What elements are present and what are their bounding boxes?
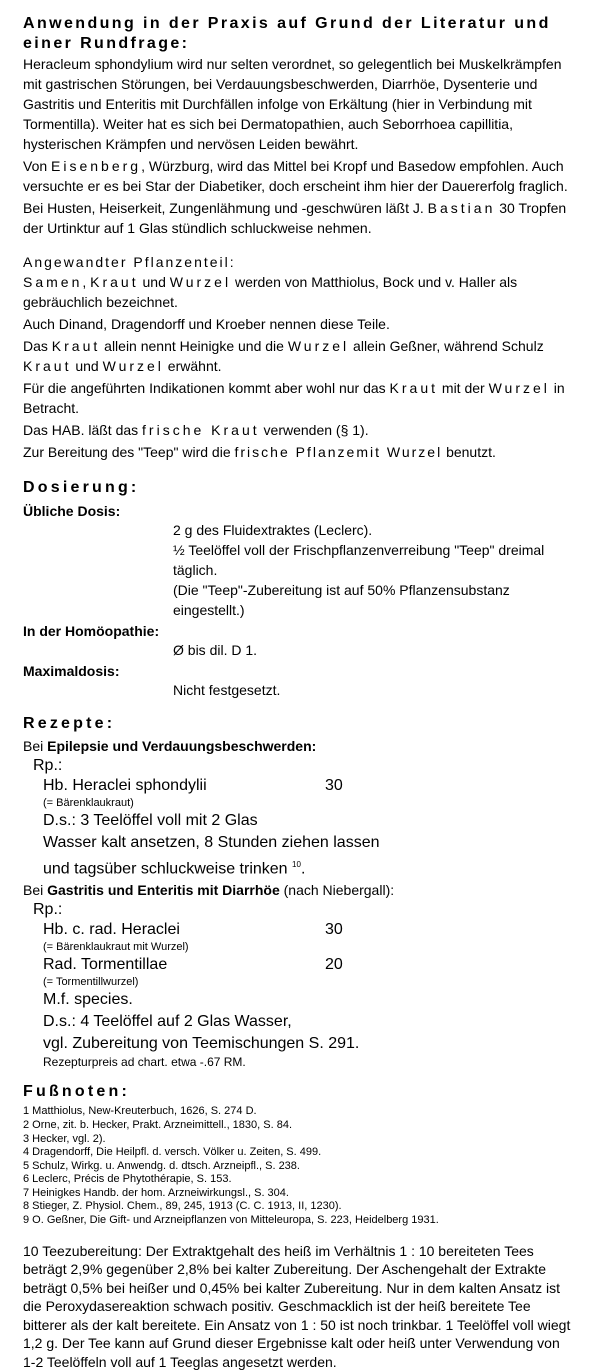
footnote-item: 4 Dragendorff, Die Heilpfl. d. versch. Völker u. Zeiten, S. 499. <box>23 1146 322 1159</box>
praxis-paragraph-2: Von Eisenberg, Würzburg, wird das Mittel bei Kropf und Basedow empfohlen. Auch versuchte er es bei Star der Diabetiker, doch erscheint ihm hier der Dauererfolg fraglich. <box>23 158 568 194</box>
label-maximaldosis: Maximaldosis: <box>23 663 120 679</box>
author-eisenberg: Eisenberg <box>51 158 142 174</box>
rezept-2-mf: M.f. species. <box>43 991 133 1009</box>
rezept-1-ingredient <box>23 775 571 797</box>
rezept-2-ingredient-1: Hb. c. rad. Heraclei 30 <box>43 921 343 939</box>
footnote-item: 9 O. Geßner, Die Gift- und Arzneipflanzen von Mitteleuropa, S. 223, Heidelberg 1931. <box>23 1214 439 1227</box>
rezepte-heading: Rezepte: <box>23 715 116 732</box>
praxis-paragraph-3: Bei Husten, Heiserkeit, Zungenlähmung und -geschwüren läßt J. Bastian 30 Tropfen der Urtinktur auf 1 Glas stündlich schluckweise nehmen. <box>23 200 567 236</box>
rezept-2-ingredient-2: Rad. Tormentillae 20 <box>43 956 343 974</box>
rezept-1-note: (= Bärenklaukraut) <box>43 797 134 809</box>
pflanzenteil-paragraph-6: Zur Bereitung des "Teep" wird die frische Pflanzemit Wurzel benutzt. <box>23 444 496 460</box>
footnote-item: 6 Leclerc, Précis de Phytothérapie, S. 153. <box>23 1173 232 1186</box>
footnote-item: 1 Matthiolus, New-Kreuterbuch, 1626, S. 274 D. <box>23 1105 257 1118</box>
rezept-2-intro: Bei Gastritis und Enteritis mit Diarrhöe (nach Niebergall): <box>23 882 395 899</box>
rezept-2-note-1: (= Bärenklaukraut mit Wurzel) <box>43 941 189 954</box>
rezept-2-rp: Rp.: <box>33 901 63 919</box>
rezept-1-rp: Rp.: <box>33 757 63 774</box>
footnote-list <box>23 1105 571 1227</box>
rezept-1-ds-2: Wasser kalt ansetzen, 8 Stunden ziehen lassen <box>43 834 380 851</box>
rezept-2-ds-1: D.s.: 4 Teelöffel auf 2 Glas Wasser, <box>43 1013 292 1031</box>
label-ubliche-dosis: Übliche Dosis: <box>23 503 121 519</box>
author-bastian: Bastian <box>427 200 496 216</box>
rezept-2-ds-2: vgl. Zubereitung von Teemischungen S. 291. <box>43 1035 360 1053</box>
pflanzenteil-heading: Angewandter Pflanzenteil: <box>23 254 236 270</box>
pflanzenteil-paragraph-5: Das HAB. läßt das frische Kraut verwenden (§ 1). <box>23 422 369 438</box>
footnote-item: 2 Orne, zit. b. Hecker, Prakt. Arzneimittell., 1830, S. 84. <box>23 1118 293 1131</box>
rezept-2-price: Rezepturpreis ad chart. etwa -.67 RM. <box>43 1055 246 1070</box>
ubliche-dosis-line-3: (Die "Teep"-Zubereitung ist auf 50% Pflanzensubstanz eingestellt.) <box>173 582 510 618</box>
label-homoeopathie: In der Homöopathie: <box>23 623 160 639</box>
footnote-item: 3 Hecker, vgl. 2). <box>23 1132 106 1145</box>
footnote-ref-10: 10 <box>292 860 301 869</box>
pflanzenteil-paragraph-3: Das Kraut allein nennt Heinigke und die Wurzel allein Geßner, während Schulz Kraut und Wurzel erwähnt. <box>23 338 544 374</box>
rezept-1-ds-3: und tagsüber schluckweise trinken $^{10}$. <box>43 860 306 878</box>
pflanzenteil-paragraph-2: Auch Dinand, Dragendorff und Kroeber nennen diese Teile. <box>23 316 390 332</box>
homoeopathie-value: Ø bis dil. D 1. <box>173 642 258 658</box>
ubliche-dosis-block <box>23 520 571 620</box>
dosierung-heading: Dosierung: <box>23 479 140 496</box>
maximaldosis-value: Nicht festgesetzt. <box>173 682 281 698</box>
rezept-2-note-2: (= Tormentillwurzel) <box>43 976 139 989</box>
rezept-1-intro: Bei Epilepsie und Verdauungsbeschwerden: <box>23 738 317 754</box>
praxis-paragraph-1: Heracleum sphondylium wird nur selten verordnet, so gelegentlich bei Muskelkrämpfen mit gastrischen Störungen, bei Verdauungsbeschwerden, Diarrhöe, Dysenterie und Gastritis und Enteritis mit Durchfällen infolge von Erkältung (hier in Verbindung mit Tormentilla). Weiter hat es sich bei Dermatopathien, auch Seborrhoea capillitia, hysterischen Krämpfen und nervösen Leiden bewährt. <box>23 56 562 152</box>
footnote-10-text: 10 Teezubereitung: Der Extraktgehalt des heiß im Verhältnis 1 : 10 bereiteten Tees beträgt 2,9% gegenüber 2,8% bei kalter Zubereitung. Der Aschengehalt der Extrakte beträgt 0,5% bei heißer und 0,45% bei kalter Zubereitung. Nur in dem kalten Ansatz ist die Peroxydasereaktion schwach positiv. Geschmacklich ist der heiß bereitete Tee bitterer als der kalt bereitete. Ein Ansatz von 1 : 50 ist noch trinkbar. 1 Teelöffel voll wiegt 1,2 g. Der Tee kann auf Grund dieser Ergebnisse kalt oder heiß unter Verwendung von 1-2 Teelöffeln voll auf 1 Teeglas angesetzt werden. <box>23 1242 571 1370</box>
rezept-1-ds-1: D.s.: 3 Teelöffel voll mit 2 Glas <box>43 812 258 829</box>
ubliche-dosis-line-1: 2 g des Fluidextraktes (Leclerc). <box>173 522 373 538</box>
pflanzenteil-paragraph-1: Samen, Kraut und Wurzel werden von Matthiolus, Bock und v. Haller als gebräuchlich bezeichnet. <box>23 274 518 310</box>
fussnoten-heading: Fußnoten: <box>23 1083 130 1101</box>
footnote-item: 8 Stieger, Z. Physiol. Chem., 89, 245, 1913 (C. C. 1913, II, 1230). <box>23 1200 342 1213</box>
praxis-heading: Anwendung in der Praxis auf Grund der Literatur und einer Rundfrage: <box>23 15 551 52</box>
footnote-item: 7 Heinigkes Handb. der hom. Arzneiwirkungsl., S. 304. <box>23 1186 289 1199</box>
footnote-item: 5 Schulz, Wirkg. u. Anwendg. d. dtsch. Arzneipfl., S. 238. <box>23 1159 300 1172</box>
rezept-1-qty: 30 <box>325 777 343 794</box>
ubliche-dosis-line-2: ½ Teelöffel voll der Frischpflanzenverreibung "Teep" dreimal täglich. <box>173 542 545 578</box>
rezept-1-item: Hb. Heraclei sphondylii <box>43 777 207 794</box>
pflanzenteil-paragraph-4: Für die angeführten Indikationen kommt aber wohl nur das Kraut mit der Wurzel in Betracht. <box>23 380 565 416</box>
